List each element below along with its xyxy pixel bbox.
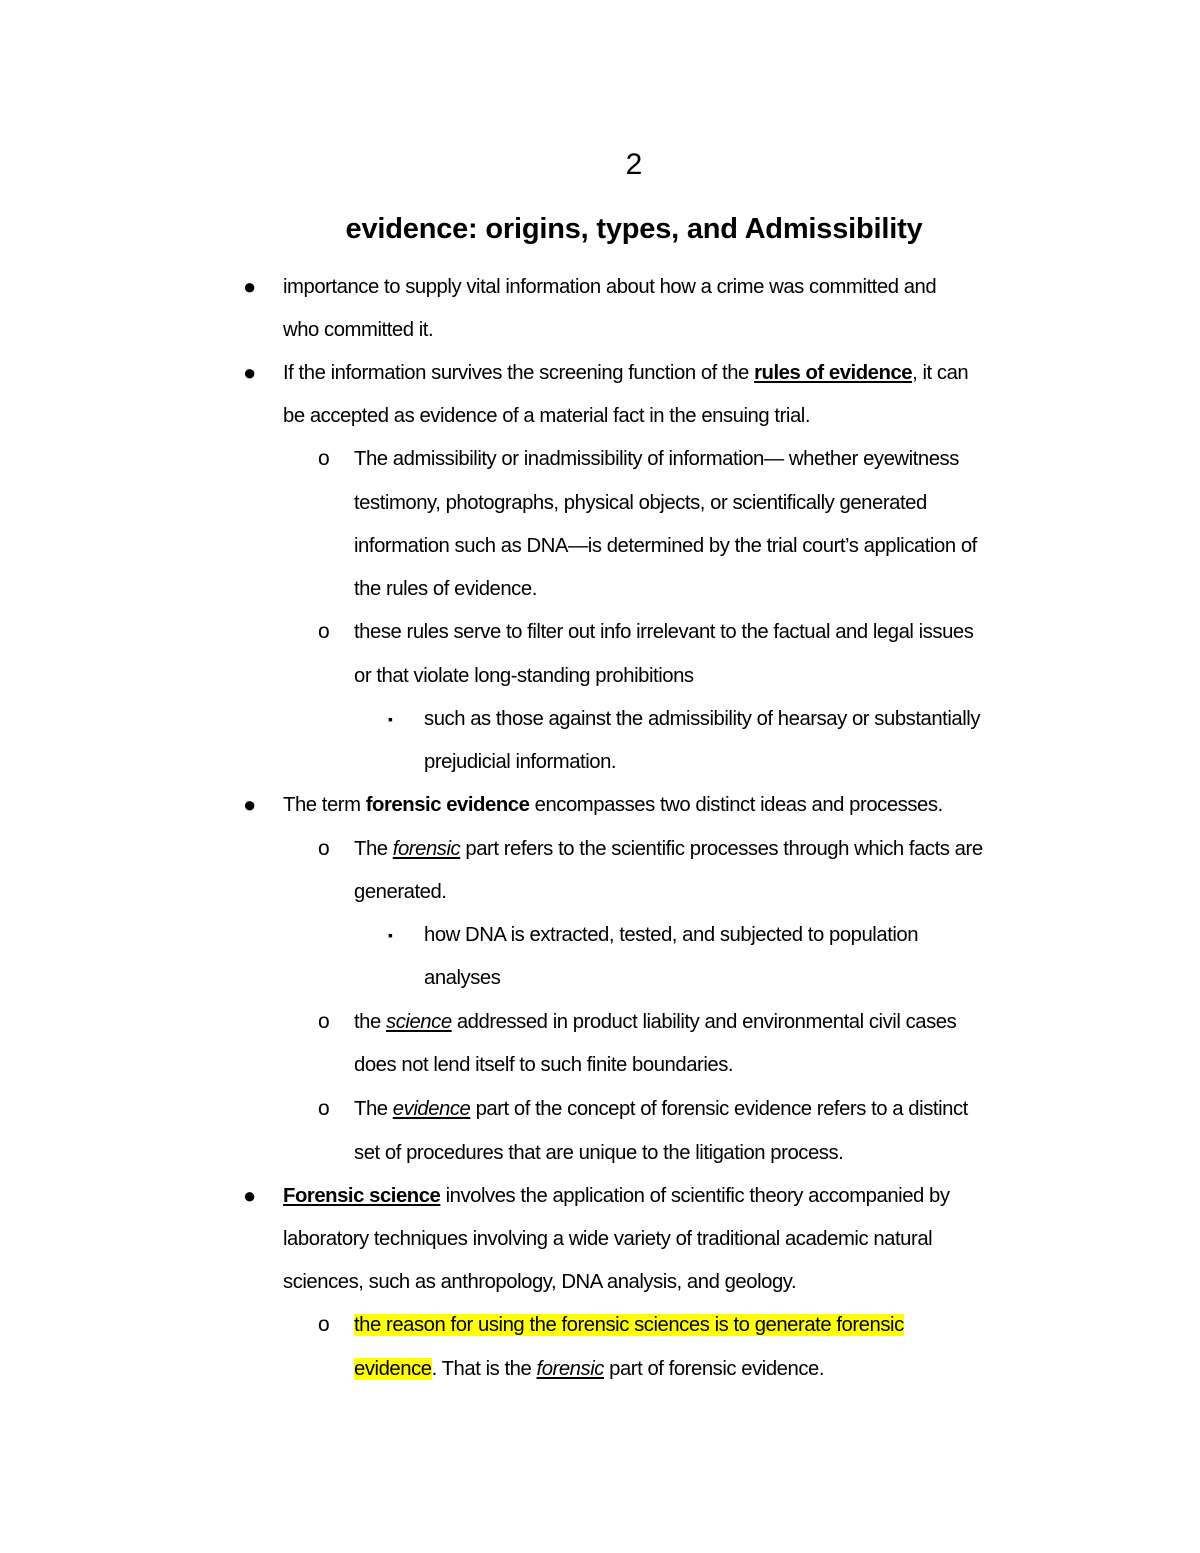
bullet-text: laboratory techniques involving a wide variety of traditional academic natural xyxy=(283,1228,933,1250)
bullet-square-icon: ▪ xyxy=(388,711,393,727)
sub-sub-bullet-text: analyses xyxy=(424,967,501,989)
sub-bullet-text: generated. xyxy=(354,881,447,903)
bullet-text xyxy=(283,790,943,820)
sub-bullet-text: set of procedures that are unique to the litigation process. xyxy=(354,1142,844,1164)
bullet-disc-icon: ● xyxy=(243,1183,257,1208)
bullet-circle-icon: o xyxy=(318,447,330,470)
emphasis-term: forensic xyxy=(392,838,461,860)
sub-bullet-text xyxy=(354,1310,904,1340)
bullet-text: sciences, such as anthropology, DNA analysis, and geology. xyxy=(283,1271,797,1293)
emphasis-term: science xyxy=(386,1011,452,1033)
text-run: encompasses two distinct ideas and processes. xyxy=(529,794,943,816)
bullet-circle-icon: o xyxy=(318,620,330,643)
emphasis-term: forensic evidence xyxy=(365,794,530,816)
bullet-text: be accepted as evidence of a material fact in the ensuing trial. xyxy=(283,405,811,427)
emphasis-term: forensic xyxy=(536,1358,604,1380)
bullet-circle-icon: o xyxy=(318,837,330,860)
text-run: part of the concept of forensic evidence refers to a distinct xyxy=(470,1098,968,1120)
sub-bullet-text: information such as DNA—is determined by the trial court’s application of xyxy=(354,535,977,557)
highlighted-text: the reason for using the forensic sciences is to generate forensic xyxy=(354,1314,904,1336)
sub-bullet-text: the rules of evidence. xyxy=(354,578,537,600)
emphasis-term: Forensic science xyxy=(283,1185,441,1207)
sub-bullet-text: these rules serve to filter out info irrelevant to the factual and legal issues xyxy=(354,621,974,643)
bullet-text: importance to supply vital information about how a crime was committed and xyxy=(283,276,937,298)
chapter-number: 2 xyxy=(625,148,643,181)
bullet-disc-icon: ● xyxy=(243,360,257,385)
bullet-disc-icon: ● xyxy=(243,274,257,299)
bullet-circle-icon: o xyxy=(318,1010,330,1033)
sub-bullet-text xyxy=(354,1007,956,1037)
text-run: The xyxy=(354,838,393,860)
text-run: , it can xyxy=(912,362,969,384)
emphasis-term: evidence xyxy=(392,1098,471,1120)
text-run: If the information survives the screening function of the xyxy=(283,362,755,384)
text-run: The term xyxy=(283,794,366,816)
bullet-text: who committed it. xyxy=(283,319,434,341)
sub-bullet-text xyxy=(354,1094,968,1124)
emphasis-term: rules of evidence xyxy=(754,362,913,384)
text-run: . That is the xyxy=(431,1358,537,1380)
sub-bullet-text xyxy=(354,1354,824,1384)
sub-bullet-text: The admissibility or inadmissibility of information— whether eyewitness xyxy=(354,448,959,470)
text-run: part of forensic evidence. xyxy=(603,1358,825,1380)
sub-sub-bullet-text: how DNA is extracted, tested, and subjected to population xyxy=(424,924,919,946)
bullet-circle-icon: o xyxy=(318,1097,330,1120)
bullet-text xyxy=(283,358,968,388)
bullet-circle-icon: o xyxy=(318,1313,330,1336)
bullet-text xyxy=(283,1181,950,1211)
sub-sub-bullet-text: such as those against the admissibility of hearsay or substantially xyxy=(424,708,981,730)
bullet-disc-icon: ● xyxy=(243,792,257,817)
sub-bullet-text: or that violate long-standing prohibitions xyxy=(354,665,694,687)
text-run: The xyxy=(354,1098,393,1120)
text-run: addressed in product liability and environmental civil cases xyxy=(451,1011,957,1033)
sub-bullet-text: does not lend itself to such finite boundaries. xyxy=(354,1054,734,1076)
sub-sub-bullet-text: prejudicial information. xyxy=(424,751,617,773)
sub-bullet-text: testimony, photographs, physical objects, or scientifically generated xyxy=(354,492,927,514)
highlighted-text: evidence xyxy=(354,1358,432,1380)
text-run: involves the application of scientific theory accompanied by xyxy=(440,1185,950,1207)
text-run: the xyxy=(354,1011,387,1033)
chapter-title: evidence: origins, types, and Admissibility xyxy=(345,213,923,245)
bullet-square-icon: ▪ xyxy=(388,927,393,943)
sub-bullet-text xyxy=(354,834,983,864)
text-run: part refers to the scientific processes through which facts are xyxy=(460,838,983,860)
